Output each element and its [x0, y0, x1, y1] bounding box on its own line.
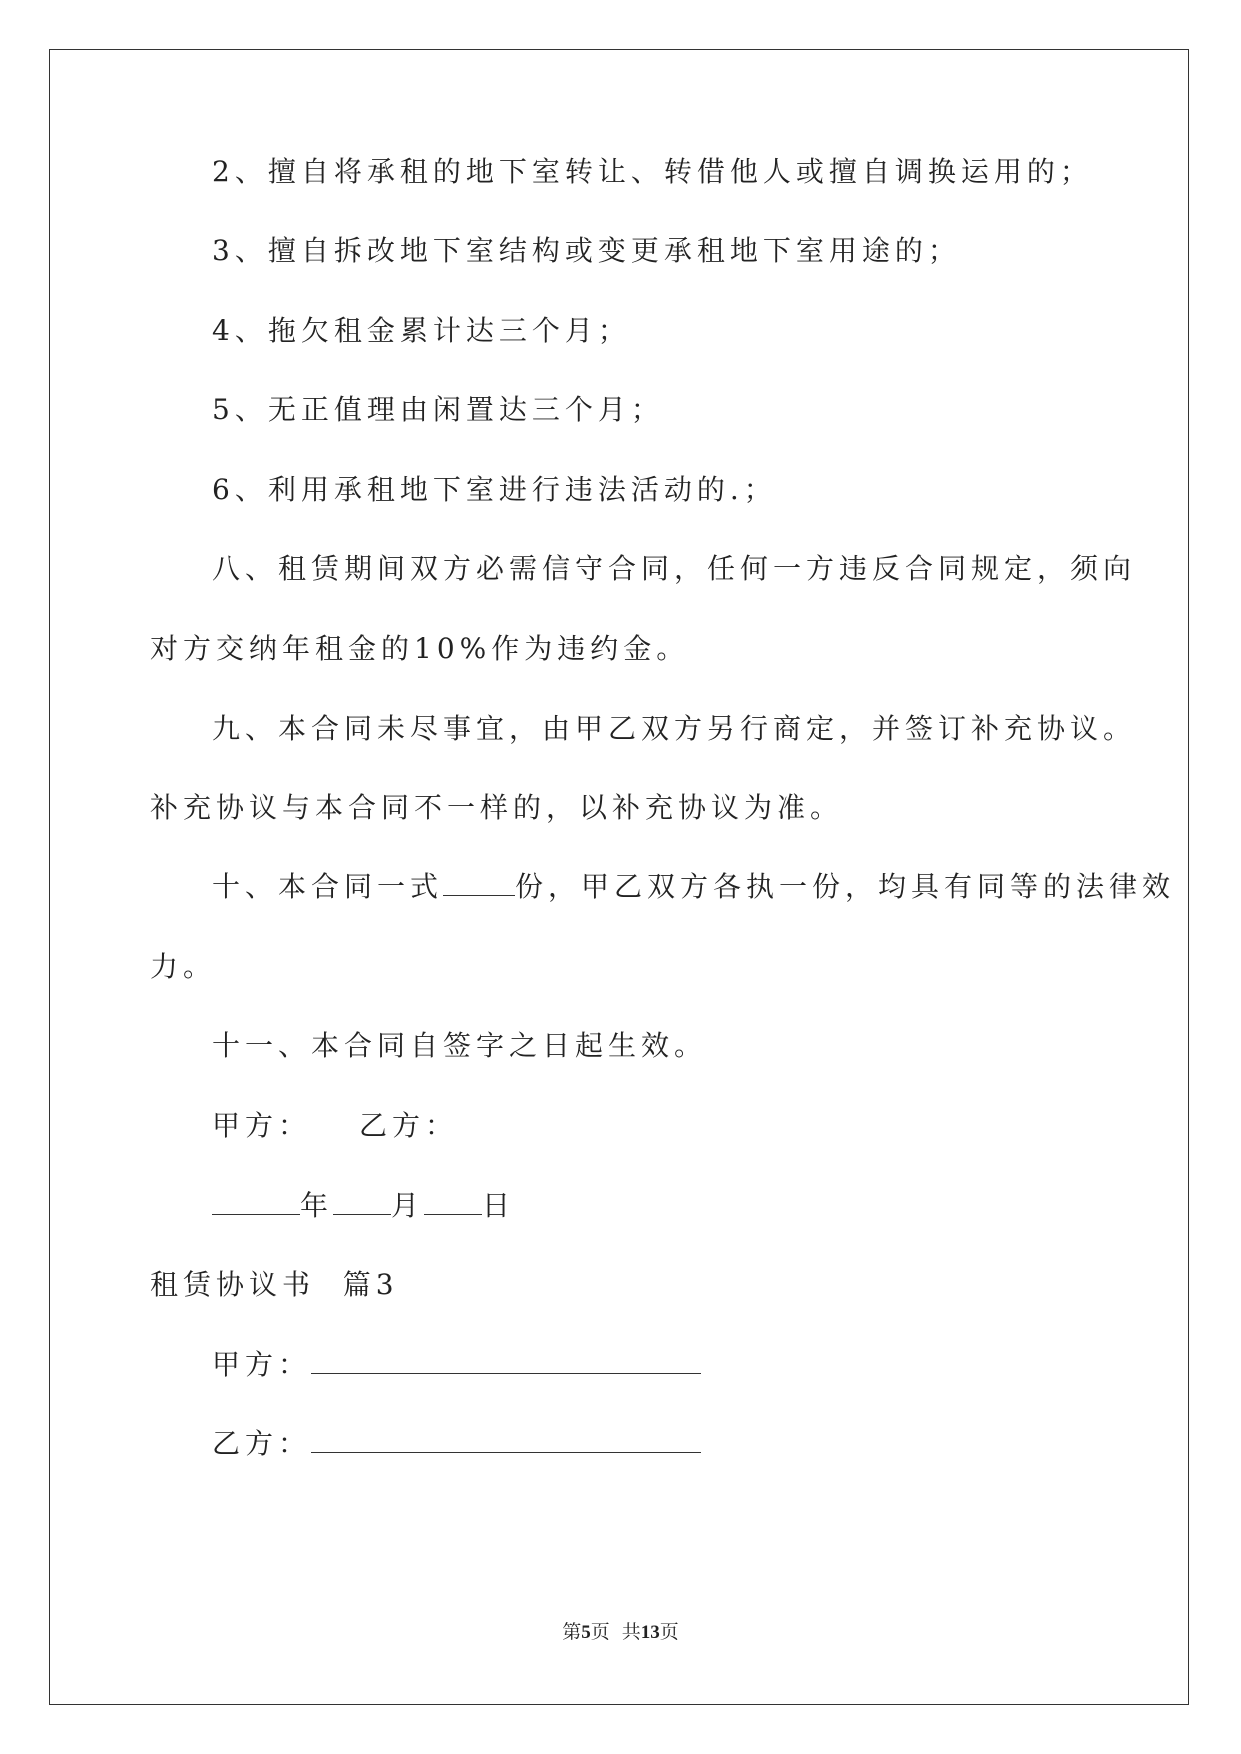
month-blank	[333, 1190, 391, 1215]
footer-suffix: 页	[659, 1621, 679, 1643]
year-blank	[212, 1190, 300, 1215]
sign-party-a-label: 甲方：	[212, 1109, 312, 1142]
date-month-label: 月	[391, 1189, 425, 1222]
total-page-number: 13	[640, 1622, 660, 1643]
clause-eleven: 十一、本合同自签字之日起生效。	[212, 1029, 708, 1062]
clause-nine-line-2: 补充协议与本合同不一样的，以补充协议为准。	[150, 791, 844, 824]
clause-item-4: 4、拖欠租金累计达三个月；	[212, 314, 631, 347]
date-row	[212, 1188, 515, 1224]
clause-ten-line-2: 力。	[150, 950, 217, 983]
party-a-label: 甲方：	[212, 1348, 312, 1381]
clause-eight-line-2: 对方交纳年租金的10%作为违约金。	[150, 632, 690, 665]
party-a-row	[212, 1347, 701, 1383]
signature-row	[212, 1108, 458, 1144]
clause-ten-text-end: 份，甲乙双方各执一份，均具有同等的法律效	[515, 870, 1176, 903]
clause-eight-line-1: 八、租赁期间双方必需信守合同，任何一方违反合同规定，须向	[212, 552, 1137, 585]
clause-nine-line-1: 九、本合同未尽事宜，由甲乙双方另行商定，并签订补充协议。	[212, 712, 1137, 745]
clause-item-2: 2、擅自将承租的地下室转让、转借他人或擅自调换运用的；	[212, 155, 1093, 188]
footer-mid: 页 共	[590, 1621, 641, 1643]
date-year-label: 年	[300, 1189, 334, 1222]
page-footer	[0, 1617, 1241, 1644]
clause-item-3: 3、擅自拆改地下室结构或变更承租地下室用途的；	[212, 234, 961, 267]
party-b-label: 乙方：	[212, 1427, 312, 1460]
sign-party-b-label: 乙方：	[359, 1109, 459, 1142]
clause-ten-line-1	[212, 869, 1175, 905]
clause-item-5: 5、无正值理由闲置达三个月；	[212, 393, 664, 426]
day-blank	[424, 1190, 482, 1215]
party-a-blank	[311, 1349, 701, 1374]
clause-item-6: 6、利用承租地下室进行违法活动的.；	[212, 473, 777, 506]
date-day-label: 日	[482, 1189, 516, 1222]
footer-prefix: 第	[562, 1621, 582, 1643]
clause-ten-text-start: 十、本合同一式	[212, 870, 444, 903]
section-title: 租赁协议书 篇3	[150, 1268, 399, 1301]
current-page-number: 5	[581, 1622, 591, 1643]
party-b-blank	[311, 1428, 701, 1453]
copies-blank	[443, 871, 515, 896]
party-b-row	[212, 1426, 701, 1462]
